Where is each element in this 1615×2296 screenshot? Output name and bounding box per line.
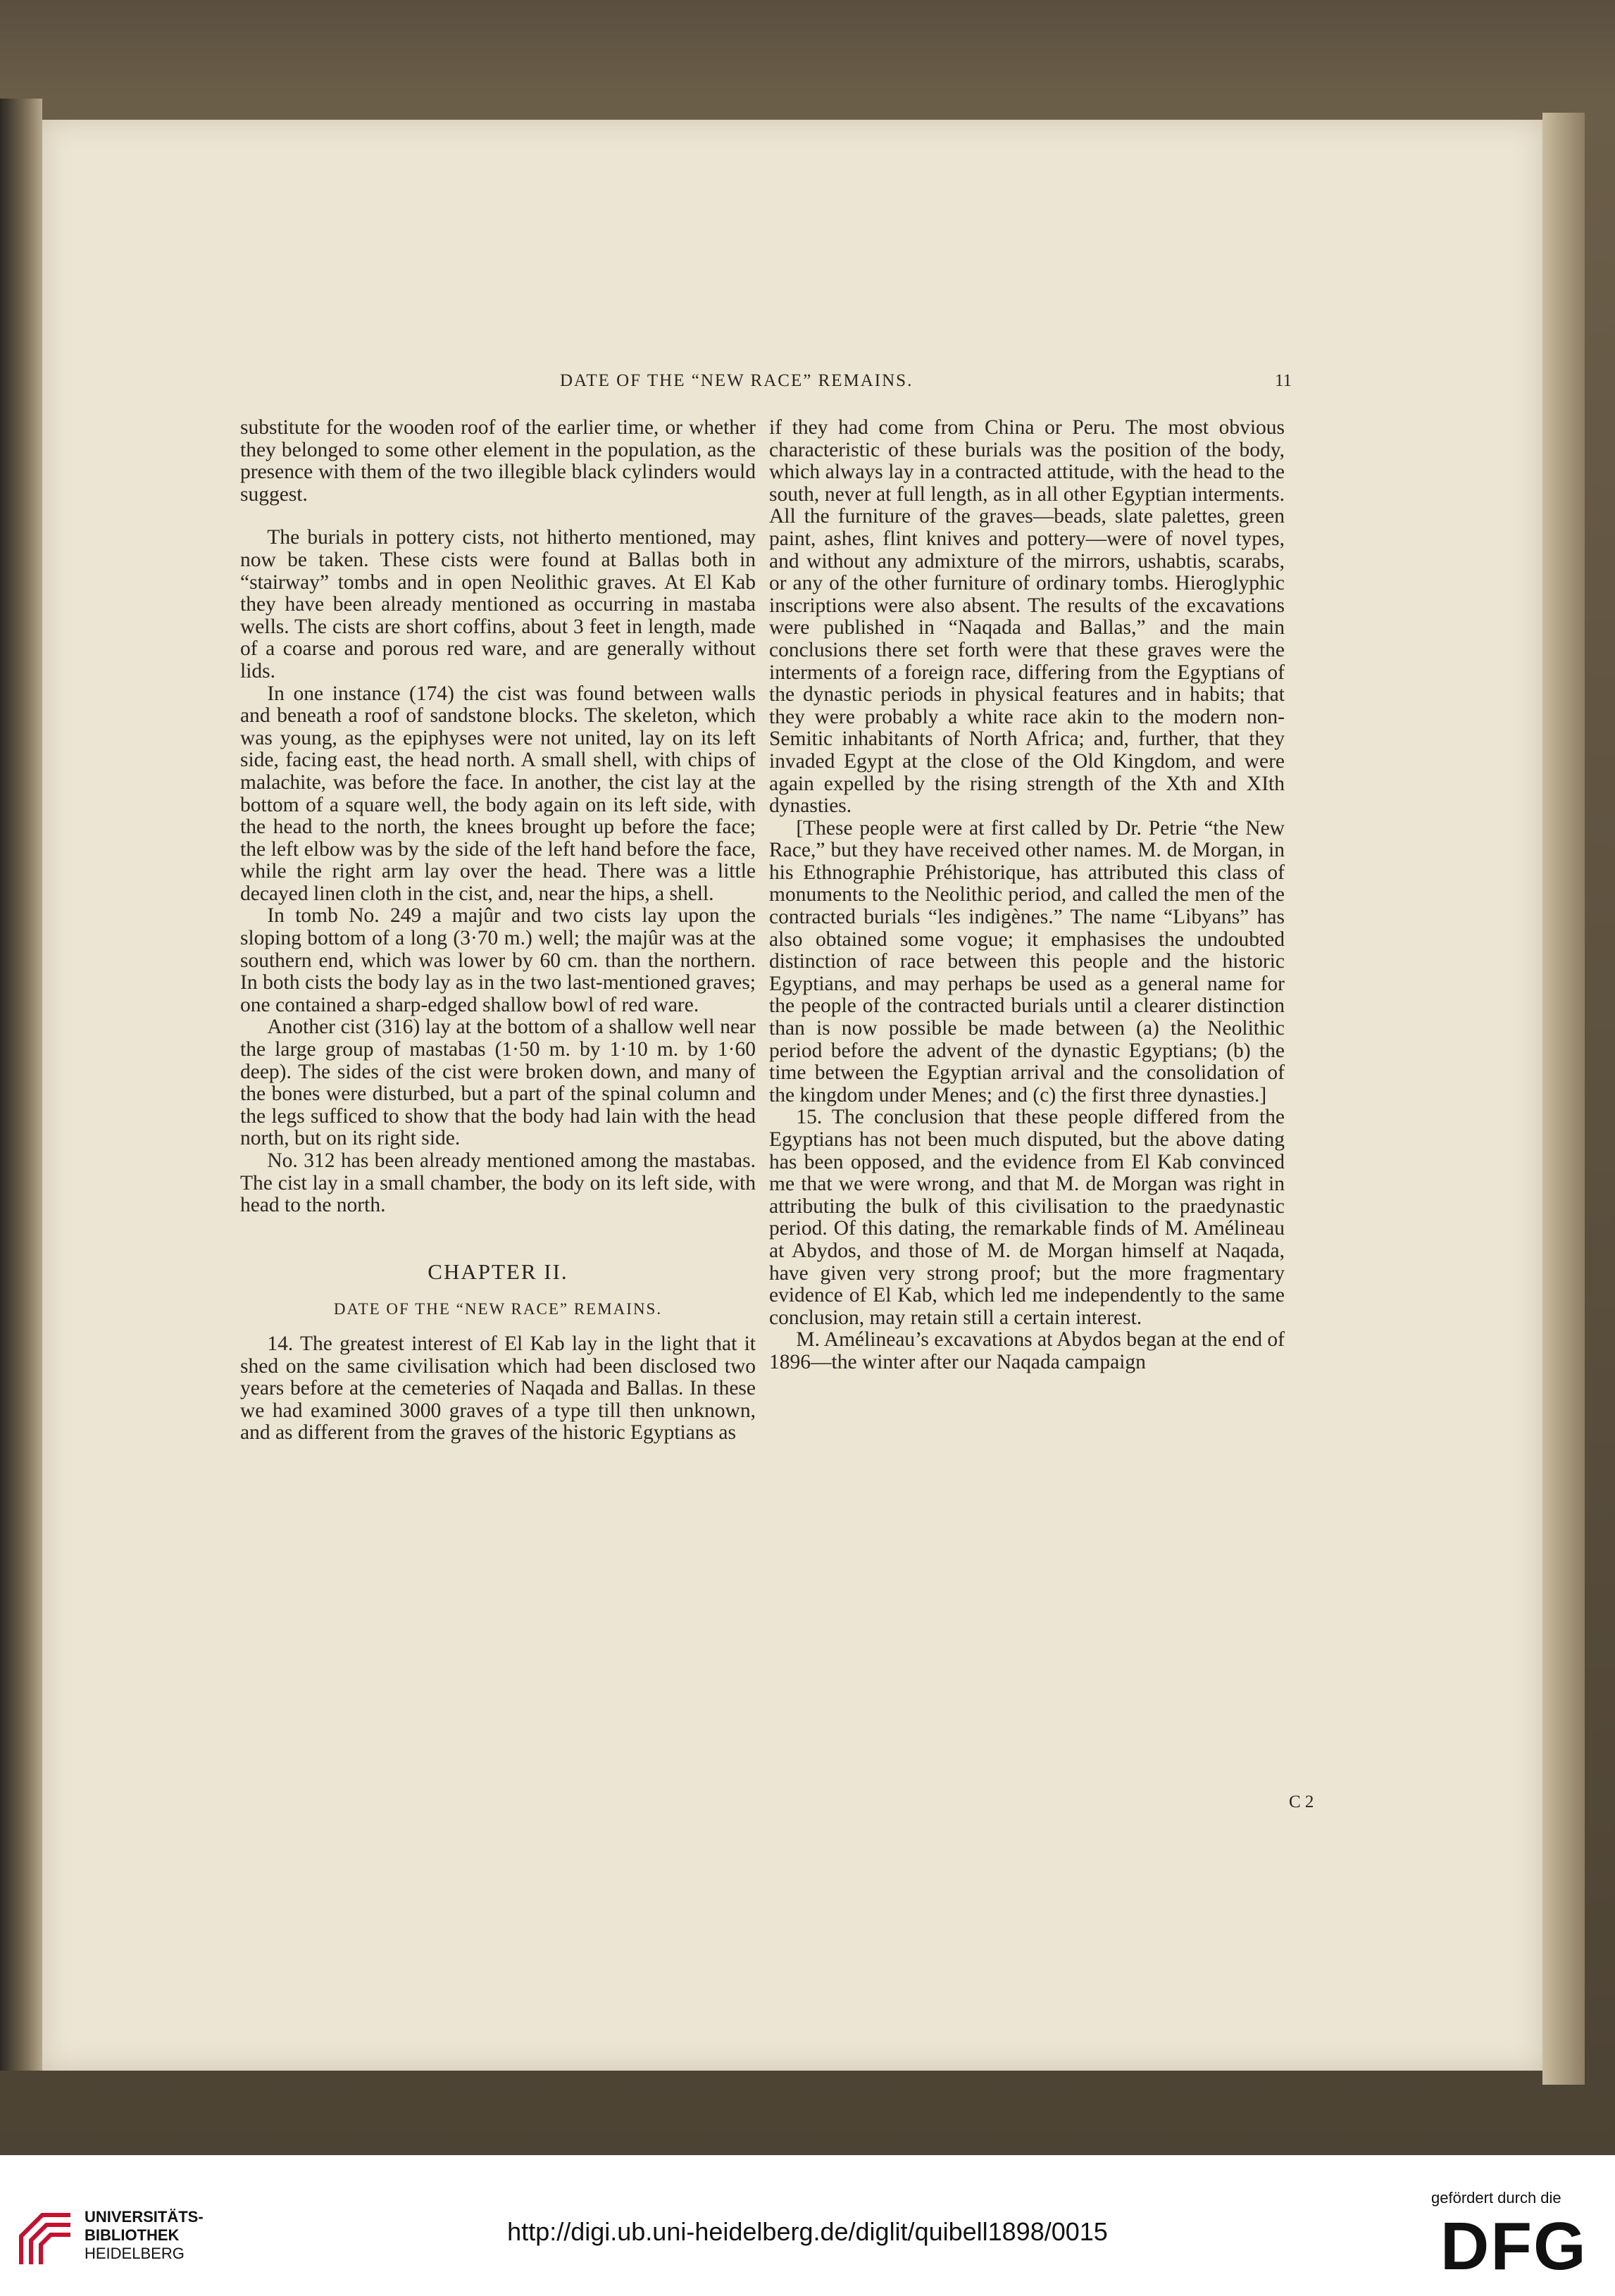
paragraph: if they had come from China or Peru. The most obvious characteristic of these burials was the position of the body, which always lay in a contracted attitude, with the head to the south, never at full length, as in all other Egyptian interments. All the furniture of the graves—beads, slate palettes, green paint, ashes, flint knives and pottery—were of novel types, and without any admixture of the mirrors, ushabtis, scarabs, or any of the other furniture of ordinary tombs. Hieroglyphic inscriptions were also absent. The results of the excavations were published in “Naqada and Ballas,” and the main conclusions there set forth were that these graves were the interments of a foreign race, differing from the Egyptians of the dynastic periods in physical features and in habits; that they were probably a white race akin to the modern non-Semitic inhabitants of North Africa; and, further, that they invaded Egypt at the close of the Old Kingdom, and were again expelled by the rising strength of the Xth and XIth dynasties. — [769, 416, 1285, 818]
paragraph: M. Amélineau’s excavations at Abydos began at the end of 1896—the winter after our Naqada campaign — [769, 1328, 1285, 1373]
page-edge-shadow — [1542, 113, 1585, 2085]
library-name-line: UNIVERSITÄTS- — [85, 2208, 204, 2226]
book-cover-edge — [0, 99, 42, 2071]
paragraph: [These people were at first called by Dr. Petrie “the New Race,” but they have received other names. M. de Morgan, in his Ethnographie Préhistorique, has attributed this class of monuments to the Neolithic period, and called the men of the contracted burials “les indigènes.” The name “Libyans” has also obtained some vogue; it emphasises the undoubted distinction of race between this people and the historic Egyptians, and may perhaps be used as a general name for the people of the contracted burials until a clearer distinction than is now possible be made between (a) the Neolithic period before the advent of the dynastic Egyptians; (b) the time between the Egyptian arrival and the consolidation of the kingdom under Menes; and (c) the first three dynasties.] — [769, 816, 1285, 1106]
permalink-url[interactable]: http://digi.ub.uni-heidelberg.de/diglit/quibell1898/0015 — [507, 2217, 1108, 2246]
library-name-line: HEIDELBERG — [85, 2245, 185, 2262]
paragraph: substitute for the wooden roof of the earlier time, or whether they belonged to some other element in the population, as the presence with them of the two illegible black cylinders would suggest. — [240, 416, 756, 506]
signature-mark: C 2 — [1289, 1792, 1314, 1811]
running-head: DATE OF THE “NEW RACE” REMAINS. — [560, 371, 913, 390]
paragraph: Another cist (316) lay at the bottom of a shallow well near the large group of mastabas (1·50 m. by 1·10 m. by 1·60 deep). The sides of the cist were broken down, and many of the bones were disturbed, but a part of the spinal column and the legs sufficed to show that the body had lain with the head north, but on its right side. — [240, 1016, 756, 1150]
paragraph: 15. The conclusion that these people differed from the Egyptians has not been much disputed, but the above dating has been opposed, and the evidence from El Kab convinced me that we were wrong, and that M. de Morgan was right in attributing the bulk of this civilisation to the praedynastic period. Of this dating, the remarkable finds of M. Amélineau at Abydos, and those of M. de Morgan himself at Naqada, have given very strong proof; but the more fragmentary evidence of El Kab, which led me independently to the same conclusion, may retain still a certain interest. — [769, 1106, 1285, 1329]
dfg-logo: DFG — [1440, 2209, 1588, 2284]
chapter-title: CHAPTER II. — [428, 1259, 568, 1284]
right-column — [769, 417, 1285, 1374]
paragraph: The burials in pottery cists, not hitherto mentioned, may now be taken. These cists were found at Ballas both in “stairway” tombs and in open Neolithic graves. At El Kab they have been already mentioned as occurring in mastaba wells. The cists are short coffins, about 3 feet in length, made of a coarse and porous red ware, and are generally without lids. — [240, 526, 756, 682]
left-column — [240, 417, 756, 1445]
page-number: 11 — [1275, 371, 1292, 390]
paragraph: In tomb No. 249 a majûr and two cists lay upon the sloping bottom of a long (3·70 m.) well; the majûr was at the southern end, which was lower by 60 cm. than the northern. In both cists the body lay as in the two last-mentioned graves; one contained a sharp-edged shallow bowl of red ware. — [240, 904, 756, 1016]
paragraph: No. 312 has been already mentioned among the mastabas. The cist lay in a small chamber, the body on its left side, with head to the north. — [240, 1149, 756, 1217]
chapter-subtitle: DATE OF THE “NEW RACE” REMAINS. — [333, 1300, 663, 1318]
paragraph: 14. The greatest interest of El Kab lay in the light that it shed on the same civilisation which had been disclosed two years before at the cemeteries of Naqada and Ballas. In these we had examined 3000 graves of a type till then unknown, and as different from the graves of the historic Egyptians as — [240, 1332, 756, 1445]
funding-caption: gefördert durch die — [1431, 2189, 1561, 2207]
library-name-line: BIBLIOTHEK — [85, 2226, 180, 2244]
paragraph: In one instance (174) the cist was found between walls and beneath a roof of sandstone blocks. The skeleton, which was young, as the epiphyses were not united, lay on its left side, facing east, the head north. A small shell, with chips of malachite, was before the face. In another, the cist lay at the bottom of a square well, the body again on its left side, with the head to the north, the knees brought up before the face; the left elbow was by the side of the left hand before the face, while the right arm lay over the head. There was a little decayed linen cloth in the cist, and, near the hips, a shell. — [240, 682, 756, 905]
